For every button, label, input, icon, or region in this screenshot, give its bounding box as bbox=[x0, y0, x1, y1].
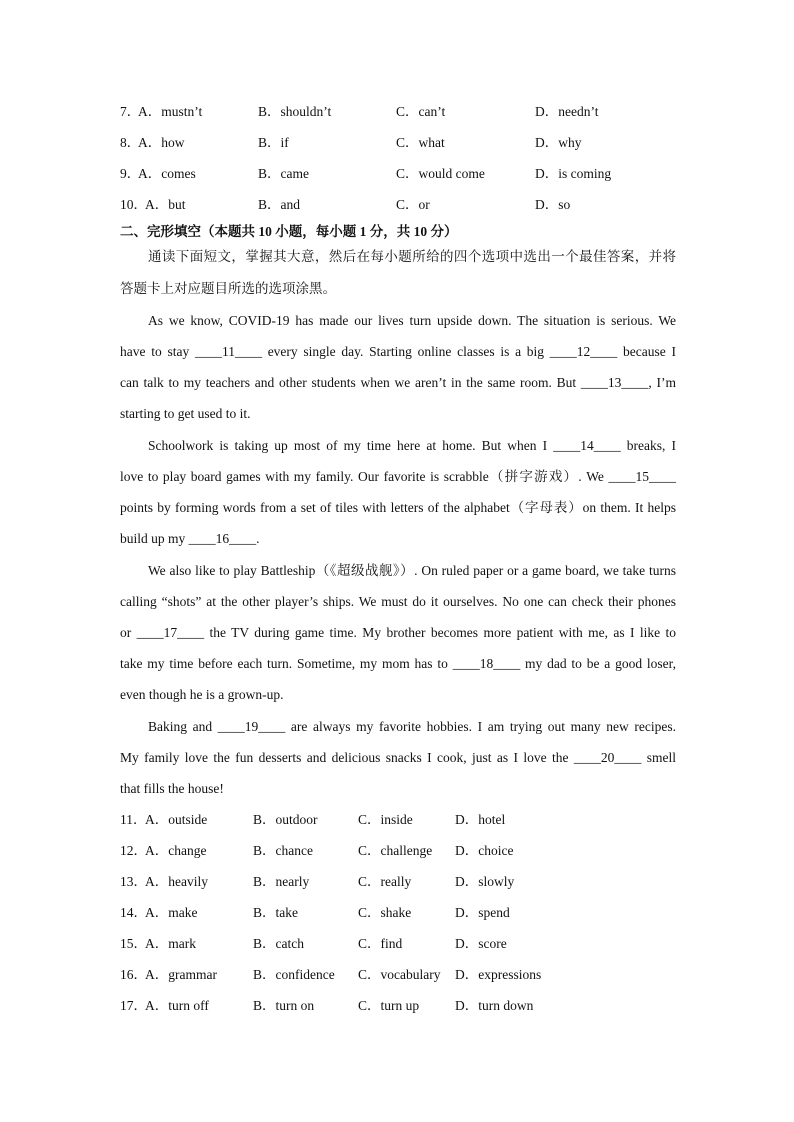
passage-line: Baking and ____19____ are always my favorite hobbies. I am trying out many new recipes. bbox=[148, 719, 676, 734]
option-d: D．choice bbox=[455, 843, 514, 858]
option-c: C．shake bbox=[358, 905, 412, 920]
option-a: A．how bbox=[138, 135, 185, 150]
option-d: D．score bbox=[455, 936, 507, 951]
option-a: A．grammar bbox=[145, 967, 217, 982]
option-b: B．outdoor bbox=[253, 812, 318, 827]
option-a: A．turn off bbox=[145, 998, 209, 1013]
section-heading: 二、完形填空（本题共 10 小题，每小题 1 分，共 10 分） bbox=[120, 224, 458, 239]
question-11 bbox=[120, 810, 680, 830]
option-d: D．is coming bbox=[535, 166, 612, 181]
option-b: B．confidence bbox=[253, 967, 335, 982]
instructions-line-1: 通读下面短文，掌握其大意，然后在每小题所给的四个选项中选出一个最佳答案，并将 bbox=[148, 249, 676, 264]
passage-line: can talk to my teachers and other students when we aren’t in the same room. But ____13____, I’m bbox=[120, 375, 676, 390]
option-d: D．turn down bbox=[455, 998, 534, 1013]
passage-line: calling “shots” at the other player’s ships. We must do it ourselves. No one can check their phones bbox=[120, 594, 676, 609]
question-17 bbox=[120, 996, 680, 1016]
question-13 bbox=[120, 872, 680, 892]
option-a: A．mustn’t bbox=[138, 104, 203, 119]
option-a: A．heavily bbox=[145, 874, 208, 889]
question-12 bbox=[120, 841, 680, 861]
question-text: 8． bbox=[120, 135, 141, 150]
question-7 bbox=[120, 102, 680, 122]
passage-line: have to stay ____11____ every single day. Starting online classes is a big ____12____ because I bbox=[120, 344, 676, 359]
option-c: C．really bbox=[358, 874, 412, 889]
option-b: B．chance bbox=[253, 843, 313, 858]
option-c: C．can’t bbox=[396, 104, 446, 119]
passage-line: or ____17____ the TV during game time. My brother becomes more patient with me, as I like to bbox=[120, 625, 676, 640]
question-text: 14． bbox=[120, 905, 147, 920]
instructions-line-2: 答题卡上对应题目所选的选项涂黑。 bbox=[120, 281, 336, 296]
option-b: B．nearly bbox=[253, 874, 310, 889]
option-d: D．why bbox=[535, 135, 582, 150]
passage-line: As we know, COVID-19 has made our lives turn upside down. The situation is serious. We bbox=[148, 313, 676, 328]
question-16 bbox=[120, 965, 680, 985]
question-text: 15． bbox=[120, 936, 147, 951]
passage-line: points by forming words from a set of tiles with letters of the alphabet（字母表）on them. It helps bbox=[120, 500, 676, 515]
option-b: B．came bbox=[258, 166, 309, 181]
option-c: C．find bbox=[358, 936, 403, 951]
option-c: C．would come bbox=[396, 166, 485, 181]
question-8 bbox=[120, 133, 680, 153]
question-14 bbox=[120, 903, 680, 923]
option-a: A．outside bbox=[145, 812, 208, 827]
passage-line: My family love the fun desserts and delicious snacks I cook, just as I love the ____20____ smell bbox=[120, 750, 676, 765]
option-c: C．inside bbox=[358, 812, 413, 827]
option-c: C．vocabulary bbox=[358, 967, 441, 982]
option-d: D．needn’t bbox=[535, 104, 599, 119]
question-text: 9． bbox=[120, 166, 141, 181]
option-d: D．slowly bbox=[455, 874, 515, 889]
passage-line: We also like to play Battleship（《超级战舰》）. On ruled paper or a game board, we take turns bbox=[148, 563, 676, 578]
option-b: B．take bbox=[253, 905, 298, 920]
question-15 bbox=[120, 934, 680, 954]
question-9 bbox=[120, 164, 680, 184]
option-b: B．turn on bbox=[253, 998, 315, 1013]
option-c: C．what bbox=[396, 135, 445, 150]
option-a: A．but bbox=[145, 197, 186, 212]
option-b: B．catch bbox=[253, 936, 304, 951]
question-text: 10． bbox=[120, 197, 147, 212]
option-c: C．challenge bbox=[358, 843, 433, 858]
option-b: B．if bbox=[258, 135, 289, 150]
question-10 bbox=[120, 195, 680, 215]
option-d: D．expressions bbox=[455, 967, 542, 982]
passage-line: build up my ____16____. bbox=[120, 531, 260, 546]
option-a: A．change bbox=[145, 843, 207, 858]
option-a: A．comes bbox=[138, 166, 196, 181]
question-text: 11． bbox=[120, 812, 147, 827]
option-c: C．or bbox=[396, 197, 430, 212]
passage-line: take my time before each turn. Sometime, my mom has to ____18____ my dad to be a good loser, bbox=[120, 656, 676, 671]
passage-line: starting to get used to it. bbox=[120, 406, 251, 421]
passage-line: even though he is a grown-up. bbox=[120, 687, 284, 702]
option-a: A．make bbox=[145, 905, 198, 920]
option-a: A．mark bbox=[145, 936, 196, 951]
question-text: 12． bbox=[120, 843, 147, 858]
question-text: 16． bbox=[120, 967, 147, 982]
question-text: 17． bbox=[120, 998, 147, 1013]
passage-line: love to play board games with my family. Our favorite is scrabble（拼字游戏）. We ____15____ bbox=[120, 469, 676, 484]
passage-line: Schoolwork is taking up most of my time here at home. But when I ____14____ breaks, I bbox=[148, 438, 676, 453]
option-b: B．shouldn’t bbox=[258, 104, 332, 119]
option-b: B．and bbox=[258, 197, 300, 212]
option-d: D．spend bbox=[455, 905, 510, 920]
passage-line: that fills the house! bbox=[120, 781, 224, 796]
option-d: D．so bbox=[535, 197, 571, 212]
question-text: 13． bbox=[120, 874, 147, 889]
option-c: C．turn up bbox=[358, 998, 420, 1013]
option-d: D．hotel bbox=[455, 812, 506, 827]
question-text: 7． bbox=[120, 104, 141, 119]
